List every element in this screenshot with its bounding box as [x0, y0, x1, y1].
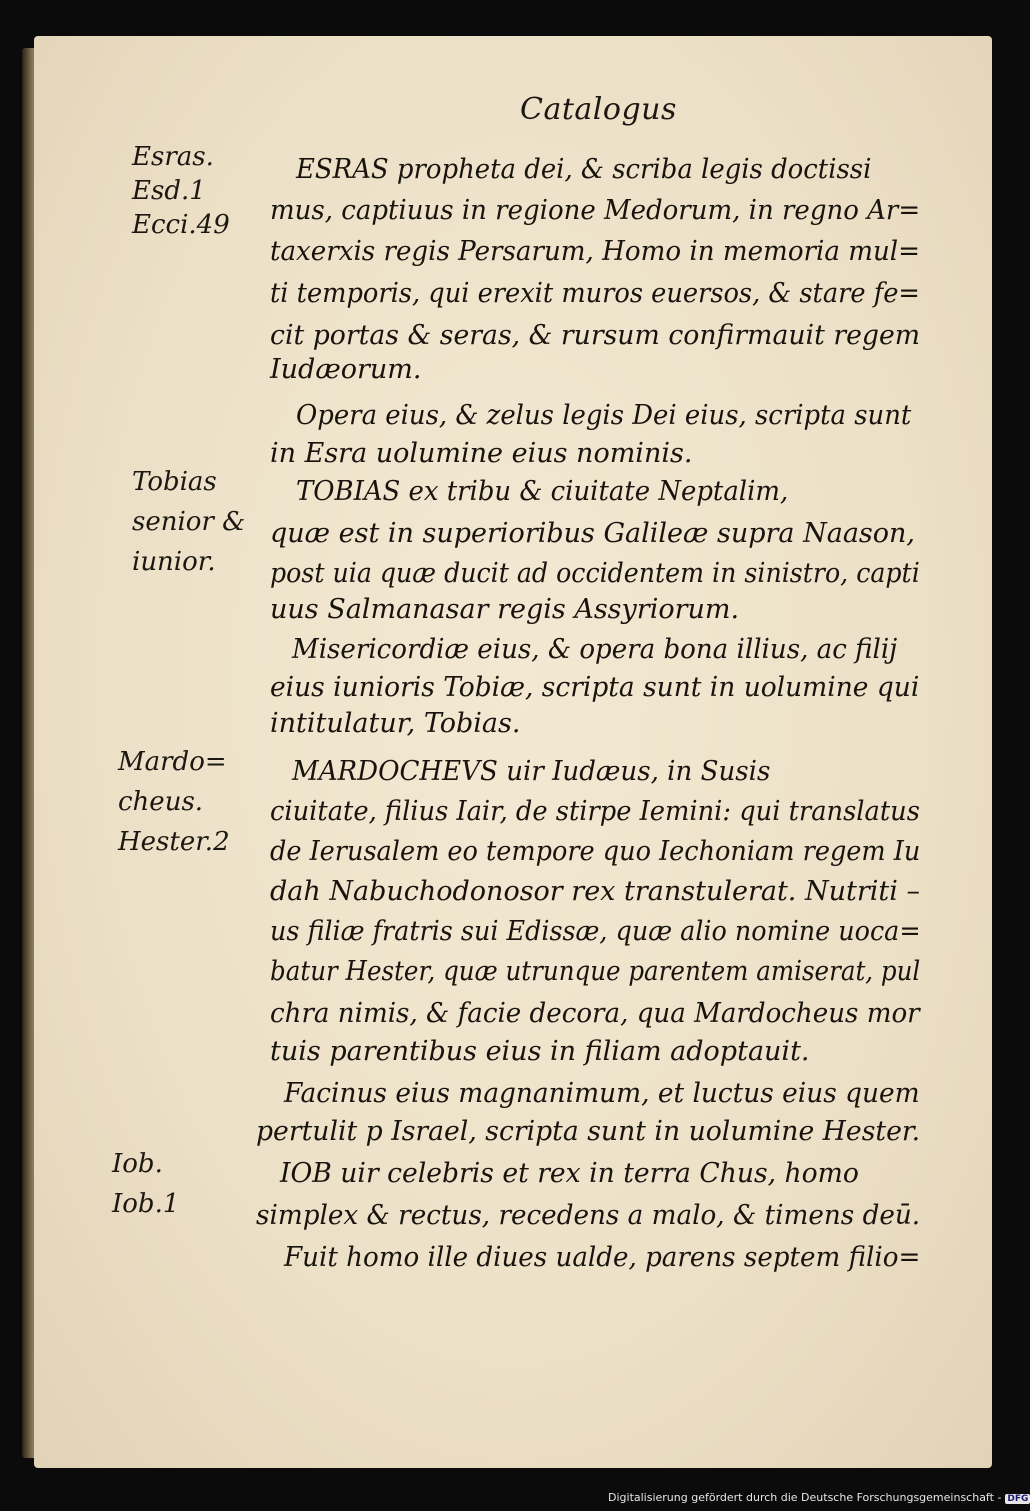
margin-note-mardocheus: [118, 742, 230, 862]
credit-text: Digitalisierung gefördert durch die Deutsche Forschungsgemeinschaft -: [608, 1491, 1002, 1504]
margin-note-line: Ecci.49: [132, 210, 230, 240]
text-line: mus, captiuus in regione Medorum, in regno Ar=: [270, 195, 921, 226]
text-line: chra nimis, & facie decora, qua Mardocheus mor: [270, 998, 920, 1029]
margin-note-line: Iob.: [112, 1149, 163, 1179]
text-line: uus Salmanasar regis Assyriorum.: [270, 594, 740, 625]
text-line: post uia quæ ducit ad occidentem in sinistro, capti: [270, 558, 920, 589]
text-line: IOB uir celebris et rex in terra Chus, homo: [280, 1158, 859, 1189]
dfg-logo: DFG: [1007, 1494, 1029, 1504]
margin-note-line: Iob.1: [112, 1189, 180, 1219]
text-line: taxerxis regis Persarum, Homo in memoria mul=: [270, 236, 921, 267]
text-line: pertulit p Israel, scripta sunt in uolumine Hester.: [256, 1116, 921, 1147]
margin-note-line: iunior.: [132, 547, 216, 577]
text-line: in Esra uolumine eius nominis.: [270, 438, 693, 469]
text-line: ESRAS propheta dei, & scriba legis doctissi: [296, 154, 872, 185]
margin-note-esras: [132, 140, 230, 242]
running-head: Catalogus: [520, 92, 677, 127]
text-line: tuis parentibus eius in filiam adoptauit.: [270, 1036, 810, 1067]
margin-note-line: Mardo=: [118, 747, 227, 777]
margin-note-line: Esd.1: [132, 176, 206, 206]
text-line: ciuitate, filius Iair, de stirpe Iemini: qui translatus: [270, 796, 920, 827]
text-line: Opera eius, & zelus legis Dei eius, scripta sunt: [296, 400, 912, 431]
margin-note-line: Esras.: [132, 142, 214, 172]
text-line: batur Hester, quæ utrunque parentem amiserat, pul: [270, 956, 921, 987]
text-line: de Ierusalem eo tempore quo Iechoniam regem Iu: [270, 836, 921, 867]
text-line: ti temporis, qui erexit muros euersos, & stare fe=: [270, 278, 920, 309]
text-line: MARDOCHEVS uir Iudæus, in Susis: [292, 756, 771, 787]
margin-note-tobias: [132, 462, 245, 582]
digitization-credit: [608, 1491, 1030, 1504]
margin-note-line: senior &: [132, 507, 246, 537]
text-line: Misericordiæ eius, & opera bona illius, ac filij: [292, 634, 898, 665]
margin-note-line: Tobias: [132, 467, 217, 497]
text-line: simplex & rectus, recedens a malo, & timens deū.: [256, 1200, 921, 1231]
margin-note-line: Hester.2: [118, 827, 230, 857]
text-line: dah Nabuchodonosor rex transtulerat. Nutriti –: [270, 876, 920, 907]
text-line: TOBIAS ex tribu & ciuitate Neptalim,: [296, 476, 789, 507]
margin-note-line: cheus.: [118, 787, 204, 817]
text-line: us filiæ fratris sui Edissæ, quæ alio nomine uoca=: [270, 916, 921, 947]
margin-note-iob: [112, 1144, 179, 1224]
text-line: cit portas & seras, & rursum confirmauit regem: [270, 320, 921, 351]
text-line: eius iunioris Tobiæ, scripta sunt in uolumine qui: [270, 672, 920, 703]
text-line: intitulatur, Tobias.: [270, 708, 521, 739]
text-line: Facinus eius magnanimum, et luctus eius quem: [284, 1078, 920, 1109]
text-line: quæ est in superioribus Galileæ supra Naason,: [270, 518, 915, 549]
text-line: Iudæorum.: [270, 354, 422, 385]
text-line: Fuit homo ille diues ualde, parens septem filio=: [284, 1242, 921, 1273]
